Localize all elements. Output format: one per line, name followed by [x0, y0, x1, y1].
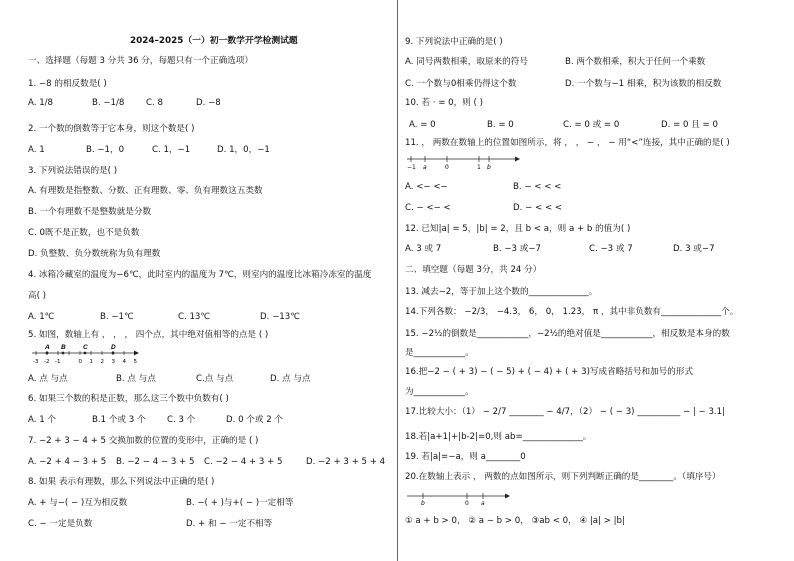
q20-tick-label: 0 [465, 500, 469, 507]
q11-option-c: C. − <− < [405, 203, 451, 213]
q6-option-d: D. 0 个或 2 个 [226, 415, 283, 425]
q18-text: 18.若|a+1|+|b-2|=0,则 ab=______________。 [405, 432, 592, 442]
q1-option-b: B. −1/8 [92, 98, 125, 108]
q4-option-b: B. −1℃ [100, 312, 134, 322]
q2-option-b: B. −1，0 [86, 145, 125, 155]
q16-line2: 为____________。 [405, 387, 474, 397]
q5-number-line [30, 343, 140, 367]
q6-option-a: A. 1 个 [28, 415, 56, 425]
q5-tick-label: 4 [122, 359, 126, 365]
q3-option-a: A. 有理数是指整数、分数、正有理数、零、负有理数这五类数 [28, 186, 263, 196]
q7-option-b: B. −2 − 4 − 3 + 5 [116, 457, 195, 467]
q4-line2: 高( ) [28, 291, 47, 301]
q5-tick-label: 2 [100, 359, 104, 365]
q8-option-d: D. + 和 − 一定不相等 [186, 519, 273, 529]
right-column [397, 0, 794, 561]
q3-stem: 3. 下列说法错误的是( ) [28, 166, 118, 176]
q7-option-a: A. −2 + 4 − 3 + 5 [28, 457, 107, 467]
q9-option-a: A. 同号两数相乘，取原来的符号 [405, 57, 528, 67]
q5-point-a [46, 352, 49, 355]
q4-option-a: A. 1℃ [28, 312, 55, 322]
q11-tick-label: b [487, 164, 491, 171]
q5-tick-label: 1 [89, 359, 93, 365]
q10-option-c: C. = 0 或 = 0 [563, 120, 620, 130]
q7-option-d: D. −2 + 3 + 5 + 4 [306, 457, 386, 467]
q11-option-d: D. − < < < [513, 203, 563, 213]
q7-stem: 7. −2 + 3 − 4 + 5 交换加数的位置的变形中，正确的是 ( ) [28, 436, 259, 446]
q5-label-a: A [45, 344, 50, 351]
q15-line1: 15. −2½的倒数是____________，−2½的绝对值是____________，相反数是本身的数 [405, 329, 730, 339]
q8-stem: 8. 如果 表示有理数，那么下列说法中正确的是( ) [28, 477, 215, 487]
q5-option-b: B. 点 与点 [116, 374, 156, 384]
q12-stem: 12. 已知|a| = 5，|b| = 2，且 b < a，则 a + b 的值为( ) [405, 224, 631, 234]
q2-option-a: A. 1 [28, 145, 45, 155]
q9-stem: 9. 下列说法中正确的是( ) [405, 37, 503, 47]
q6-option-b: B.1 个或 3 个 [92, 415, 146, 425]
q2-stem: 2. 一个数的倒数等于它本身，则这个数是( ) [28, 124, 195, 134]
q11-tick-label: 0 [445, 164, 449, 171]
section-choice-header: 一、选择题（每题 3 分共 36 分，每题只有一个正确选项） [28, 56, 253, 66]
q11-tick-label: 1 [477, 164, 481, 171]
q5-label-c: C [83, 344, 88, 351]
q5-point-d [112, 352, 115, 355]
q20-stem: 20.在数轴上表示 ， 两数的点如图所示，则下列判断正确的是________。（填序号） [405, 472, 721, 482]
q5-stem: 5. 如图，数轴上有 ， ， ， 四个点，其中绝对值相等的点是 ( ) [28, 330, 269, 340]
q7-option-c: C. −2 − 4 + 3 + 5 [204, 457, 283, 467]
q20-options: ① a + b > 0， ② a − b > 0， ③ab < 0， ④ |a| > |b| [405, 516, 625, 526]
q8-option-a: A. + 与−( − )互为相反数 [28, 498, 128, 508]
q9-option-b: B. 两个数相乘，积大于任何一个乘数 [565, 57, 706, 67]
q1-stem: 1. −8 的相反数是( ) [28, 79, 107, 89]
q11-stem: 11. ， 两数在数轴上的位置如图所示，将 ， ， − ， − 用“<”连接，其中正确的是( ) [405, 138, 730, 148]
exam-title: 2024–2025（一）初一数学开学检测试题 [130, 36, 298, 46]
q10-option-d: D. = 0 且 = 0 [661, 120, 718, 130]
q1-option-c: C. 8 [146, 98, 163, 108]
q12-option-a: A. 3 或 7 [405, 244, 442, 254]
q5-tick-label: -2 [44, 359, 50, 365]
q6-stem: 6. 如果三个数的积是正数，那么这三个数中负数有( ) [28, 394, 229, 404]
q11-option-b: B. − < < < [513, 182, 562, 192]
q3-option-b: B. 一个有理数不是整数就是分数 [28, 207, 152, 217]
q8-option-b: B. −( + )与+( − )一定相等 [186, 498, 294, 508]
q1-option-a: A. 1/8 [28, 98, 54, 108]
q12-option-b: B. −3 或−7 [493, 244, 542, 254]
q5-tick-label: 3 [111, 359, 115, 365]
q20-tick-label: a [481, 500, 485, 507]
q6-option-c: C. 3 个 [167, 415, 196, 425]
q13-text: 13. 减去−2，等于加上这个数的______________。 [405, 287, 598, 297]
q5-point-b [62, 352, 65, 355]
q12-option-d: D. 3 或−7 [673, 244, 715, 254]
q10-stem: 10. 若 · = 0，则 ( ) [405, 98, 483, 108]
q5-label-d: D [111, 344, 116, 351]
q11-number-line [405, 151, 525, 173]
q4-option-c: C. 13℃ [178, 312, 211, 322]
q2-option-d: D. 1，0，−1 [217, 145, 270, 155]
q9-option-d: D. 一个数与−1 相乘，积为该数的相反数 [565, 79, 722, 89]
section-fill-header: 二、填空题（每题 3分，共 24 分） [405, 265, 542, 275]
q5-tick-label: 0 [78, 359, 82, 365]
q3-option-c: C. 0既不是正数，也不是负数 [28, 228, 140, 238]
q11-option-a: A. <− <− [405, 182, 448, 192]
q12-option-c: C. −3 或 7 [589, 244, 633, 254]
q5-option-c: C.点 与点 [196, 374, 234, 384]
q5-tick-label: 5 [133, 359, 137, 365]
q20-number-line [405, 488, 515, 508]
q9-option-c: C. 一个数与0相乘仍得这个数 [405, 79, 517, 89]
q2-option-c: C. 1，−1 [152, 145, 191, 155]
q11-tick-label: a [423, 164, 427, 171]
q4-line1: 4. 冰箱冷藏室的温度为−6℃，此时室内的温度为 7℃，则室内的温度比冰箱冷冻室的温度 [28, 270, 372, 280]
q5-option-a: A. 点 与点 [28, 374, 68, 384]
q5-tick-label: -1 [55, 359, 61, 365]
q15-line2: 是____________。 [405, 348, 474, 358]
q5-option-d: D. 点 与点 [270, 374, 311, 384]
q10-option-a: A. = 0 [409, 120, 436, 130]
q14-text: 14.下列各数： −2/3， −4.3， 6， 0， 1.23̇， π ，其中非负数有______________个。 [405, 307, 739, 317]
q10-option-b: B. = 0 [487, 120, 514, 130]
q5-tick-label: -3 [33, 359, 39, 365]
q4-option-d: D. −13℃ [260, 312, 300, 322]
q19-text: 19. 若|a|=−a，则 a________0 [405, 452, 526, 462]
q16-line1: 16.把−2 − ( + 3) − ( − 5) + ( − 4) + ( + 3)写成省略括号和加号的形式 [405, 367, 694, 377]
q5-point-c [84, 352, 87, 355]
q11-tick-label: −1 [407, 164, 416, 171]
q8-option-c: C. − 一定是负数 [28, 519, 93, 529]
q1-option-d: D. −8 [196, 98, 221, 108]
q17-text: 17.比较大小：（1） − 2/7 ________ − 4/7，（2） − ( − 3) __________ − | − 3.1| [405, 407, 726, 417]
q3-option-d: D. 负整数、负分数统称为负有理数 [28, 249, 161, 259]
q20-tick-label: b [421, 500, 425, 507]
q5-label-b: B [61, 344, 66, 351]
